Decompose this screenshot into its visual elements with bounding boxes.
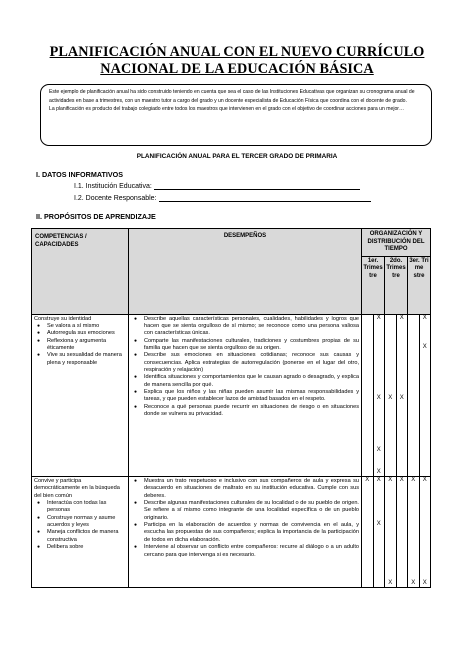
mark-x: X (411, 579, 416, 586)
desempeno-item: ● Describe algunas manifestaciones culturales de su localidad o de su pueblo de origen. Se refiere a sí mismo como integrante de una localidad específica o de un pueblo originario. (131, 500, 359, 522)
desempeno-item: ● Describe aquellas características personales, cualidades, habilidades y logros que hacen que se sienta orgulloso de sí mismo; se reconoce como una persona valiosa con características únicas. (131, 316, 359, 338)
field-docente (74, 194, 371, 202)
mark-x: X (376, 477, 381, 484)
desempeno-item: ● Describe sus emociones en situaciones cotidianas; reconoce sus causas y consecuencias. Aplica estrategias de autorregulación (ponerse en el lugar del otro, respiración y relajación) (131, 352, 359, 374)
header-trimestre-1: 1er. Trimes tre (362, 256, 385, 314)
header-organizacion: ORGANIZACIÓN Y DISTRIBUCIÓN DEL TIEMPO (362, 229, 431, 257)
competencia-cell (32, 314, 129, 477)
desempeno-item: ● Identifica situaciones y comportamientos que le causan agrado o desagrado, y explica de manera sencilla por qué. (131, 374, 359, 389)
mark-cell (373, 314, 385, 477)
desempenos-cell (129, 314, 362, 477)
mark-cell (396, 314, 408, 477)
competencia-title: Convive y participa democráticamente en la búsqueda del bien común (34, 478, 120, 499)
mark-cell (396, 477, 408, 588)
capacidad-item: ● Delibera sobre (34, 544, 126, 551)
intro-paragraph-2: La planificación es producto del trabajo colegiado entre todos los maestros que intervienen en el grado con el objetivo de coordinar acciones para un mejor… (49, 106, 405, 112)
mark-x: X (376, 468, 381, 475)
mark-x: X (399, 314, 404, 321)
mark-cell (419, 477, 431, 588)
field-institucion-blank[interactable] (154, 182, 360, 190)
mark-x: X (365, 477, 370, 484)
plan-subtitle: PLANIFICACIÓN ANUAL PARA EL TERCER GRADO DE PRIMARIA (136, 153, 338, 160)
field-institucion-label: I.1. Institución Educativa: (74, 183, 152, 190)
mark-cell (373, 477, 385, 588)
mark-x: X (422, 579, 427, 586)
document-title (20, 44, 454, 78)
mark-x: X (376, 446, 381, 453)
section-propositos-heading: II. PROPÓSITOS DE APRENDIZAJE (36, 212, 156, 221)
mark-x: X (411, 477, 416, 484)
mark-x: X (422, 343, 427, 350)
mark-x: X (422, 314, 427, 321)
mark-x: X (422, 477, 427, 484)
desempeno-item: ● Interviene al observar un conflicto entre compañeros: recurre al diálogo o a un adulto cercano para que intervenga si es necesario. (131, 544, 359, 559)
competencia-cell (32, 477, 129, 588)
mark-x: X (376, 521, 381, 528)
header-trimestre-2: 2do. Trimes tre (385, 256, 408, 314)
mark-x: X (376, 395, 381, 402)
desempeno-item: ● Participa en la elaboración de acuerdos y normas de convivencia en el aula, y escucha las propuestas de sus compañeros; explica la importancia de la participación de todos en dicha elaboración. (131, 522, 359, 544)
mark-cell (419, 314, 431, 477)
mark-cell (362, 314, 374, 477)
mark-x: X (388, 579, 393, 586)
field-institucion (74, 182, 360, 190)
capacidad-item: ● Reflexiona y argumenta éticamente (34, 338, 126, 353)
desempeno-item: ● Reconoce a qué personas puede recurrir en situaciones de riesgo o en situaciones donde se vulnera su privacidad. (131, 404, 359, 419)
header-trimestre-3: 3er. Tri me stre (408, 256, 431, 314)
mark-x: X (399, 395, 404, 402)
mark-cell (385, 314, 397, 477)
table-row (32, 477, 431, 588)
capacidad-item: ● Construye normas y asume acuerdos y leyes (34, 515, 126, 530)
section-datos-heading: I. DATOS INFORMATIVOS (36, 170, 124, 179)
mark-cell (362, 477, 374, 588)
header-desempenos: DESEMPEÑOS (129, 229, 362, 315)
mark-cell (385, 477, 397, 588)
document-title-line1: PLANIFICACIÓN ANUAL CON EL NUEVO CURRÍCULO (49, 44, 425, 60)
intro-box (40, 84, 432, 146)
mark-cell (408, 314, 420, 477)
propositos-table (31, 228, 431, 588)
table-row (32, 314, 431, 477)
capacidad-item: ● Vive su sexualidad de manera plena y responsable (34, 352, 126, 367)
desempenos-cell (129, 477, 362, 588)
mark-x: X (388, 477, 393, 484)
mark-x: X (399, 477, 404, 484)
capacidad-item: ● Interactúa con todas las personas (34, 500, 126, 515)
intro-paragraph-1: Este ejemplo de planificación anual ha sido construido teniendo en cuenta que sea el caso de las Instituciones Educativas que organizan su cronograma anual de actividades en base a trimestres, con un maestro tutor a cargo del grado y un docente especialista de Educación Física que coordina con el docente de grado. (49, 89, 415, 104)
capacidad-item: ● Se valora a sí mismo (34, 323, 126, 330)
desempeno-item: ● Explica que los niños y las niñas pueden asumir las mismas responsabilidades y tareas, y que pueden establecer lazos de amistad basados en el respeto. (131, 389, 359, 404)
mark-x: X (376, 314, 381, 321)
document-title-line2: NACIONAL DE LA EDUCACIÓN BÁSICA (100, 61, 374, 77)
desempeno-item: ● Muestra un trato respetuoso e inclusivo con sus compañeros de aula y expresa su desacuerdo en situaciones de maltrato en su institución educativa. Cumple con sus deberes. (131, 478, 359, 500)
header-competencias: COMPETENCIAS / CAPACIDADES (32, 229, 129, 315)
competencia-title: Construye su identidad (34, 315, 92, 322)
mark-x: X (388, 395, 393, 402)
capacidad-item: ● Maneja conflictos de manera constructiva (34, 529, 126, 544)
desempeno-item: ● Comparte las manifestaciones culturales, tradiciones y costumbres propias de su familia que hacen que se sienta orgulloso de su origen. (131, 338, 359, 353)
field-docente-blank[interactable] (159, 194, 371, 202)
capacidad-item: ● Autorregula sus emociones (34, 330, 126, 337)
mark-cell (408, 477, 420, 588)
field-docente-label: I.2. Docente Responsable: (74, 195, 157, 202)
